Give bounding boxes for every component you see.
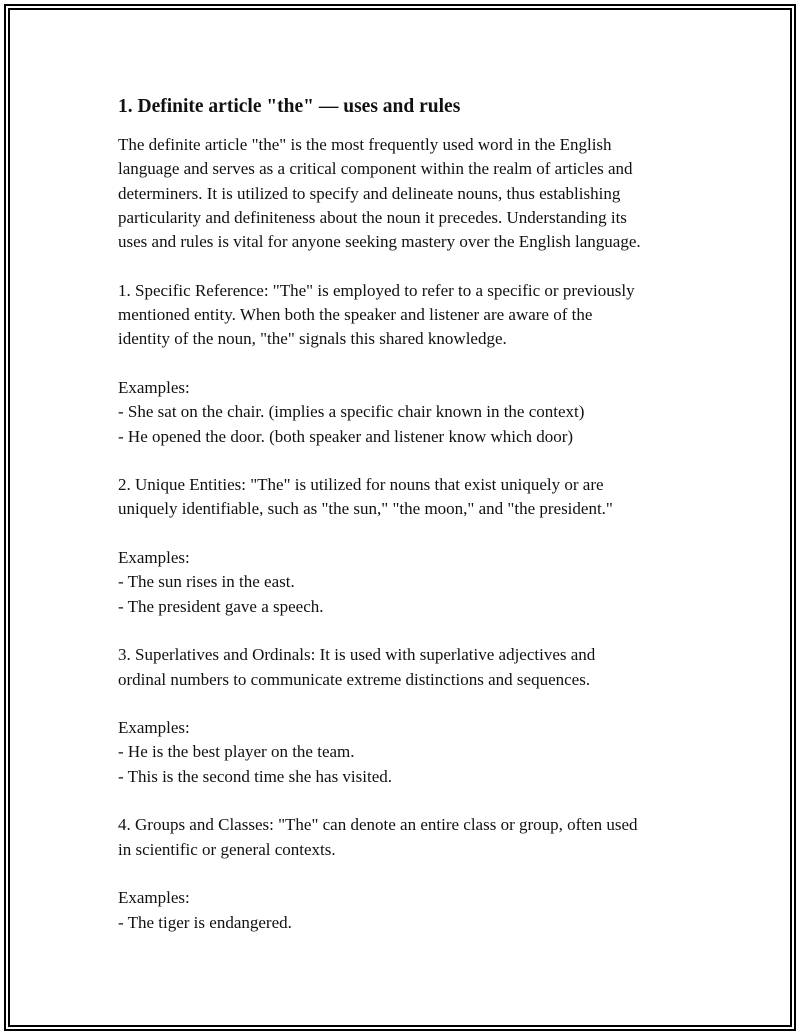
examples-superlatives-ordinals: Examples: - He is the best player on the team. - This is the second time she has visited.	[118, 718, 393, 786]
examples-specific-reference: Examples: - She sat on the chair. (implies a specific chair known in the context) - He opened the door. (both speaker and listener know which door)	[118, 377, 585, 446]
rule-unique-entities: 2. Unique Entities: "The" is utilized for nouns that exist uniquely or are uniquely identifiable, such as "the sun," "the moon," and "the president."	[118, 475, 613, 519]
rule-groups-classes: 4. Groups and Classes: "The" can denote an entire class or group, often used in scientific or general contexts.	[118, 815, 638, 859]
examples-unique-entities: Examples: - The sun rises in the east. - The president gave a speech.	[118, 548, 324, 616]
examples-groups-classes: Examples: - The tiger is endangered.	[118, 888, 292, 932]
rule-specific-reference: 1. Specific Reference: "The" is employed to refer to a specific or previously mentioned entity. When both the speaker and listener are aware of the identity of the noun, "the" signals this shared knowledge.	[118, 280, 635, 349]
rule-superlatives-ordinals: 3. Superlatives and Ordinals: It is used with superlative adjectives and ordinal numbers to communicate extreme distinctions and sequences.	[118, 645, 596, 689]
section-heading: 1. Definite article "the" — uses and rules	[118, 96, 461, 117]
intro-paragraph: The definite article "the" is the most frequently used word in the English language and serves as a critical component within the realm of articles and determiners. It is utilized to specify and delineate nouns, thus establishing particularity and definiteness about the noun it precedes. Understanding its uses and rules is vital for anyone seeking mastery over the English language.	[118, 135, 641, 252]
document-body	[118, 95, 698, 959]
